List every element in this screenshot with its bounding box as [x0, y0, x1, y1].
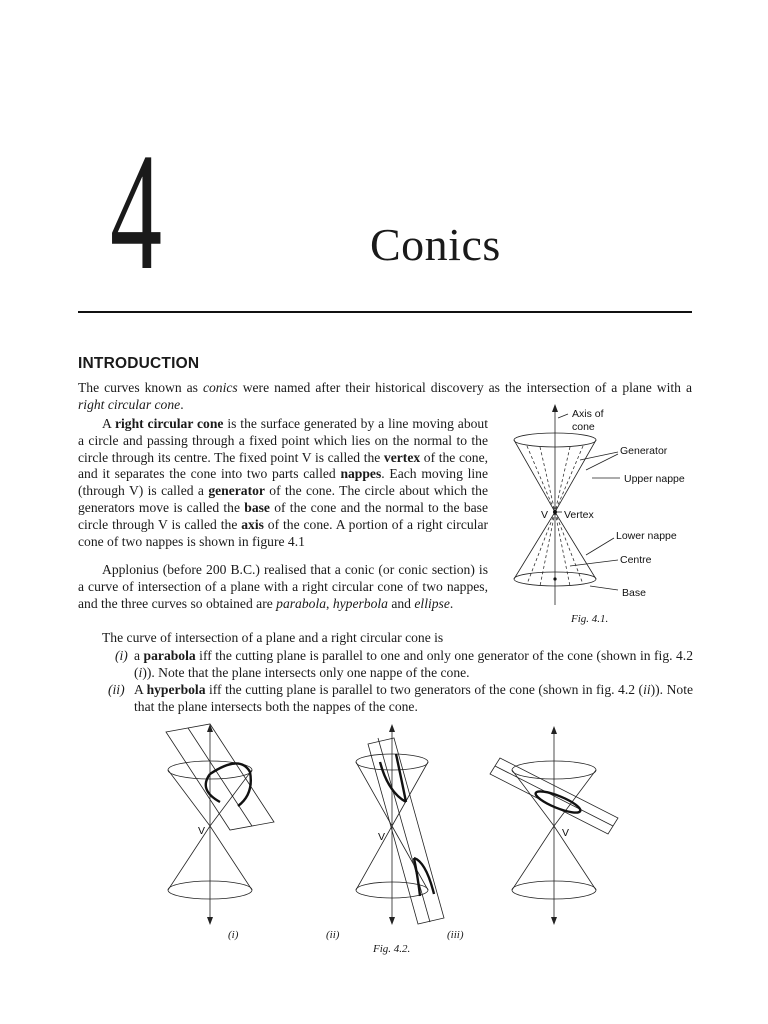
- cone-parabola: [166, 724, 274, 925]
- cone-ellipse: [490, 726, 618, 925]
- label-v-iii: V: [562, 827, 570, 839]
- label-v: V: [541, 509, 549, 521]
- label-lower-nappe: Lower nappe: [616, 530, 677, 542]
- list-item-number: (ii): [108, 682, 125, 697]
- title-rule: [78, 311, 692, 313]
- label-v-i: V: [198, 825, 206, 837]
- list-item-parabola: (i) a parabola iff the cutting plane is parallel to one and only one generator of the cone (shown in fig. 4.2 (i)). Note that the plane intersects only one nappe of the cone.: [115, 648, 694, 680]
- upper-generator-left: [514, 440, 555, 512]
- term-right-circular-cone-bold: right circular cone: [114, 416, 224, 431]
- term-hyperbola-italic: hyperbola: [332, 595, 388, 611]
- axis-arrow-icon: [552, 404, 558, 412]
- figure-4-2-sub-iii: (iii): [447, 929, 464, 941]
- upper-generator-right: [555, 440, 596, 512]
- centre-dot: [553, 577, 556, 580]
- term-right-circular-cone: right circular cone: [78, 396, 181, 412]
- label-axis: Axis of: [572, 408, 604, 420]
- figure-4-2-caption: Fig. 4.2.: [373, 943, 411, 955]
- lower-generator-left: [514, 512, 555, 579]
- label-v-ii: V: [378, 831, 386, 843]
- intro-paragraph-2: A right circular cone is the surface generated by a line moving about a circle and passing through a fixed point which lies on the normal to the circle through its centre. The fixed point V is called the vertex of the cone, and it separates the cone into two parts called nappes. Each moving line (through V) is called a generator of the cone. The circle about which the generators move is called the base of the cone and the normal to the base circle through V is called the axis of the cone. A portion of a right circular cone of two nappes is shown in figure 4.1: [78, 416, 489, 549]
- term-ellipse-italic: ellipse: [414, 595, 450, 611]
- vertex-dot: [553, 510, 557, 514]
- cone-hyperbola: [356, 724, 444, 925]
- figure-4-2-sub-i: (i): [228, 929, 239, 941]
- label-base: Base: [622, 587, 646, 599]
- label-generator: Generator: [620, 445, 668, 457]
- figure-4-2: [150, 722, 610, 942]
- label-axis-cone: cone: [572, 421, 595, 433]
- label-centre: Centre: [620, 554, 652, 566]
- term-vertex: vertex: [383, 449, 421, 465]
- term-base: base: [244, 499, 270, 515]
- lower-generator-right: [555, 512, 596, 579]
- intro-paragraph-4: The curve of intersection of a plane and a right circular cone is: [102, 630, 444, 645]
- chapter-number: 4: [110, 119, 163, 305]
- term-hyperbola: hyperbola: [146, 682, 206, 697]
- label-vertex: Vertex: [564, 509, 594, 521]
- term-conics: conics: [202, 380, 238, 395]
- term-nappes: nappes: [340, 466, 382, 482]
- intro-paragraph-1: The curves known as conics were named after their historical discovery as the intersection of a plane with a right circular cone.: [78, 380, 692, 412]
- figure-4-2-sub-ii: (ii): [326, 929, 340, 941]
- term-generator: generator: [208, 483, 265, 499]
- chapter-title: Conics: [370, 219, 501, 270]
- section-heading: INTRODUCTION: [78, 355, 200, 372]
- term-parabola: parabola: [143, 648, 196, 663]
- list-item-hyperbola: (ii) A hyperbola iff the cutting plane is parallel to two generators of the cone (shown in fig. 4.2 (ii)). Note that the plane intersects both the nappes of the cone.: [108, 682, 694, 714]
- list-item-number: (i): [115, 648, 128, 663]
- term-parabola-italic: parabola: [276, 595, 327, 611]
- figure-4-1: [500, 400, 710, 620]
- figure-4-1-caption: Fig. 4.1.: [571, 613, 609, 625]
- label-upper-nappe: Upper nappe: [624, 473, 685, 485]
- intro-paragraph-3: Applonius (before 200 B.C.) realised that a conic (or conic section) is a curve of intersection of a plane with a right circular cone of two nappes, and the three curves so obtained are parabola, hyperbola and ellipse.: [78, 562, 488, 611]
- term-axis: axis: [241, 516, 264, 532]
